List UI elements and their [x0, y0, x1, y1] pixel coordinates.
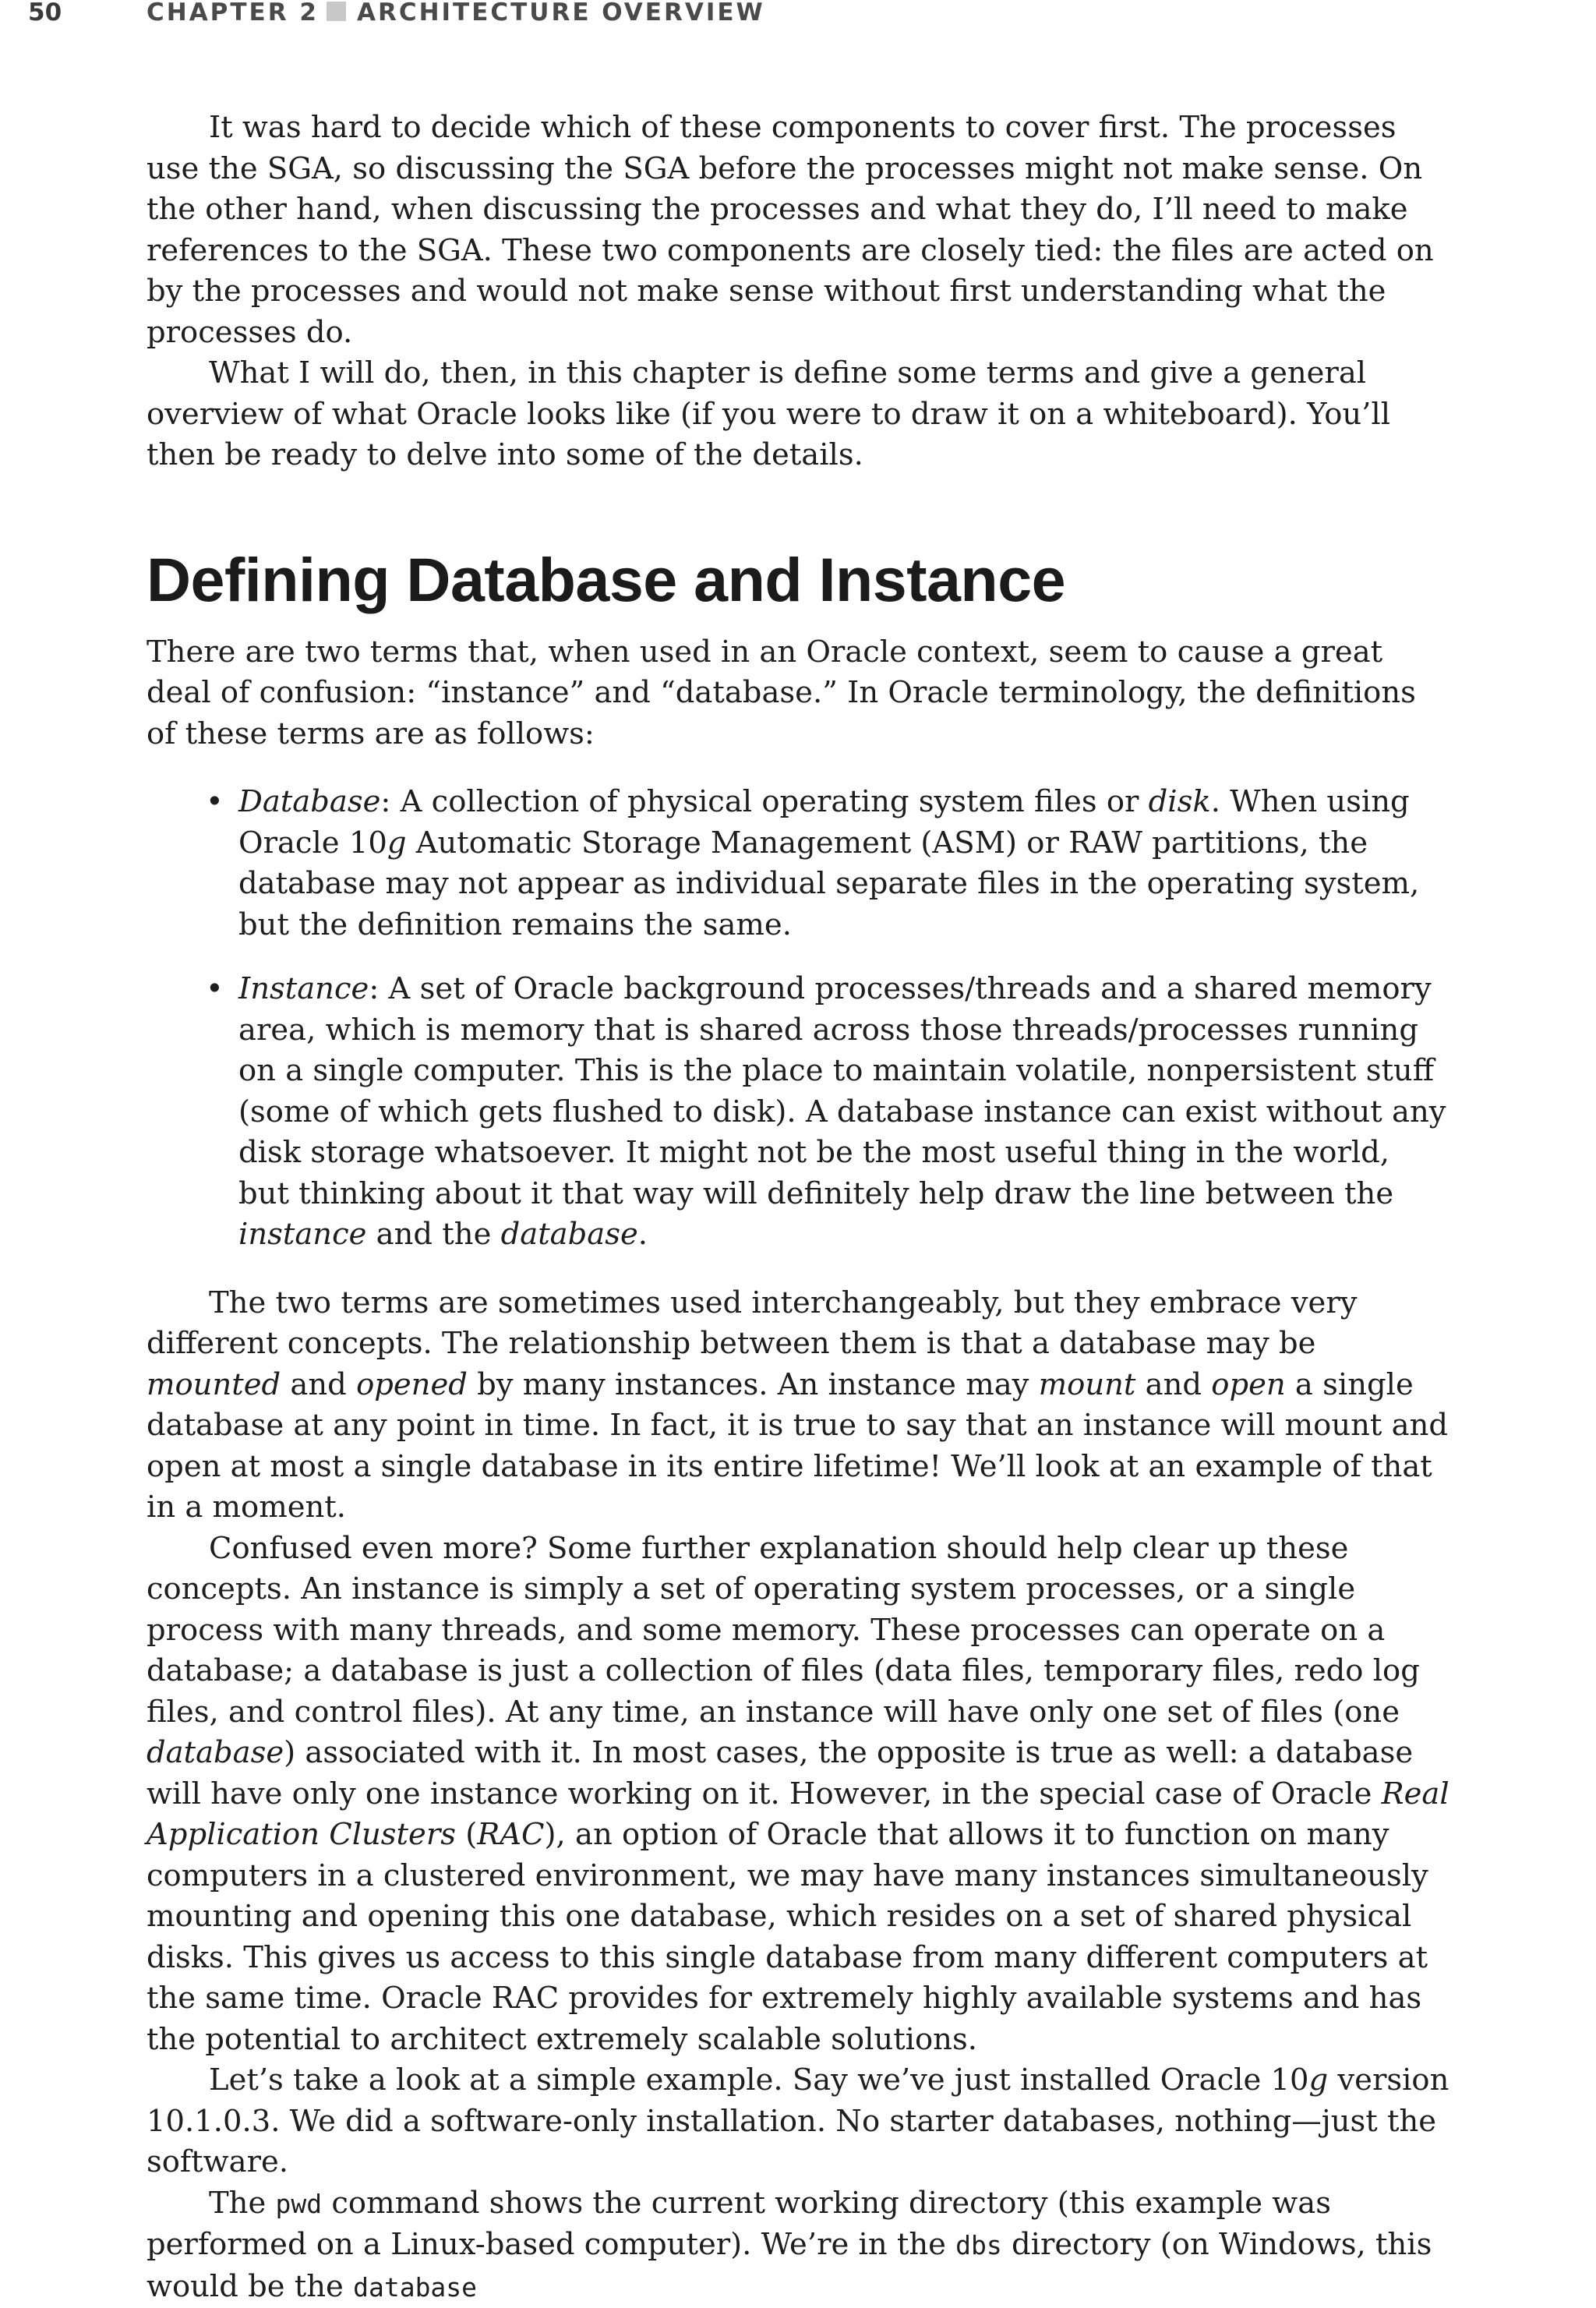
- page-number: 50: [28, 0, 62, 25]
- body-paragraph-terms: The two terms are sometimes used interchangeably, but they embrace very different concepts. The relationship between them is that a database may be mounted and opened by many instances. An instance may mount and open a single database at any point in time. In fact, it is true to say that an instance will mount and open at most a single database in its entire lifetime! We’ll look at an example of that in a moment.: [147, 1283, 1449, 1529]
- body-paragraph-confused: Confused even more? Some further explanation should help clear up these concepts. An instance is simply a set of operating system processes, or a single process with many threads, and some memory. These processes can operate on a database; a database is just a collection of files (data files, temporary files, redo log files, and control files). At any time, an instance will have only one set of files (one database) associated with it. In most cases, the opposite is true as well: a database will have only one instance working on it. However, in the special case of Oracle Real Application Clusters (RAC), an option of Oracle that allows it to function on many computers in a clustered environment, we may have many instances simultaneously mounting and opening this one database, which resides on a set of shared physical disks. This gives us access to this single database from many different computers at the same time. Oracle RAC provides for extremely highly available systems and has the potential to architect extremely scalable solutions.: [147, 1529, 1449, 2061]
- section-lead-paragraph: There are two terms that, when used in an Oracle context, seem to cause a great deal of confusion: “instance” and “database.” In Oracle terminology, the definitions of these terms are as follows:: [147, 632, 1449, 755]
- chapter-title: [147, 0, 765, 25]
- intro-paragraph-2: What I will do, then, in this chapter is define some terms and give a general overview of what Oracle looks like (if you were to draw it on a whiteboard). You’ll then be ready to delve into some of the details.: [147, 353, 1449, 476]
- section-heading: Defining Database and Instance: [147, 545, 1449, 615]
- chapter-label: CHAPTER 2: [147, 0, 319, 27]
- definition-item-instance: [238, 969, 1449, 1256]
- body-paragraph-pwd: The pwd command shows the current working directory (this example was performed on a Linux-based computer). We’re in the dbs directory (on Windows, this would be the database: [147, 2183, 1449, 2308]
- intro-paragraph-1: It was hard to decide which of these components to cover first. The processes use the SGA, so discussing the SGA before the processes might not make sense. On the other hand, when discussing the processes and what they do, I’ll need to make references to the SGA. These two components are closely tied: the files are acted on by the processes and would not make sense without first understanding what the processes do.: [147, 108, 1449, 353]
- definition-list: [147, 782, 1449, 1256]
- bullet-icon: •: [206, 969, 224, 1010]
- inline-code: dbs: [955, 2230, 1002, 2260]
- definition-emphasis: database: [501, 1217, 638, 1252]
- definition-term: Database: [238, 784, 380, 819]
- definition-text: .: [638, 1217, 648, 1252]
- section-label: ARCHITECTURE OVERVIEW: [357, 0, 765, 27]
- definition-emphasis: g: [387, 825, 407, 861]
- definition-text: . When using Oracle 10: [238, 784, 1410, 861]
- definition-text: : A set of Oracle background processes/threads and a shared memory area, which is memory that is shared across those threads/processes running on a single computer. This is the place to maintain volatile, nonpersistent stuff (some of which gets flushed to disk). A database instance can exist without any disk storage whatsoever. It might not be the most useful thing in the world, but thinking about it that way will definitely help draw the line between the: [238, 971, 1446, 1211]
- inline-code: database: [353, 2272, 477, 2303]
- bullet-icon: •: [206, 782, 224, 823]
- definition-emphasis: disk: [1149, 784, 1211, 819]
- definition-text: : A collection of physical operating system files or: [380, 784, 1148, 819]
- page-body: [147, 108, 1449, 2308]
- running-head: [0, 0, 1596, 27]
- definition-item-database: [238, 782, 1449, 945]
- definition-emphasis: instance: [238, 1217, 366, 1252]
- definition-term: Instance: [238, 971, 369, 1006]
- inline-code: pwd: [276, 2189, 323, 2219]
- definition-text: and the: [366, 1217, 500, 1252]
- body-paragraph-example: Let’s take a look at a simple example. Say we’ve just installed Oracle 10g version 10.1.0.3. We did a software-only installation. No starter databases, nothing—just the software.: [147, 2060, 1449, 2183]
- chapter-separator-square: [327, 2, 346, 21]
- definition-text: Automatic Storage Management (ASM) or RAW partitions, the database may not appear as individual separate files in the operating system, but the definition remains the same.: [238, 825, 1419, 942]
